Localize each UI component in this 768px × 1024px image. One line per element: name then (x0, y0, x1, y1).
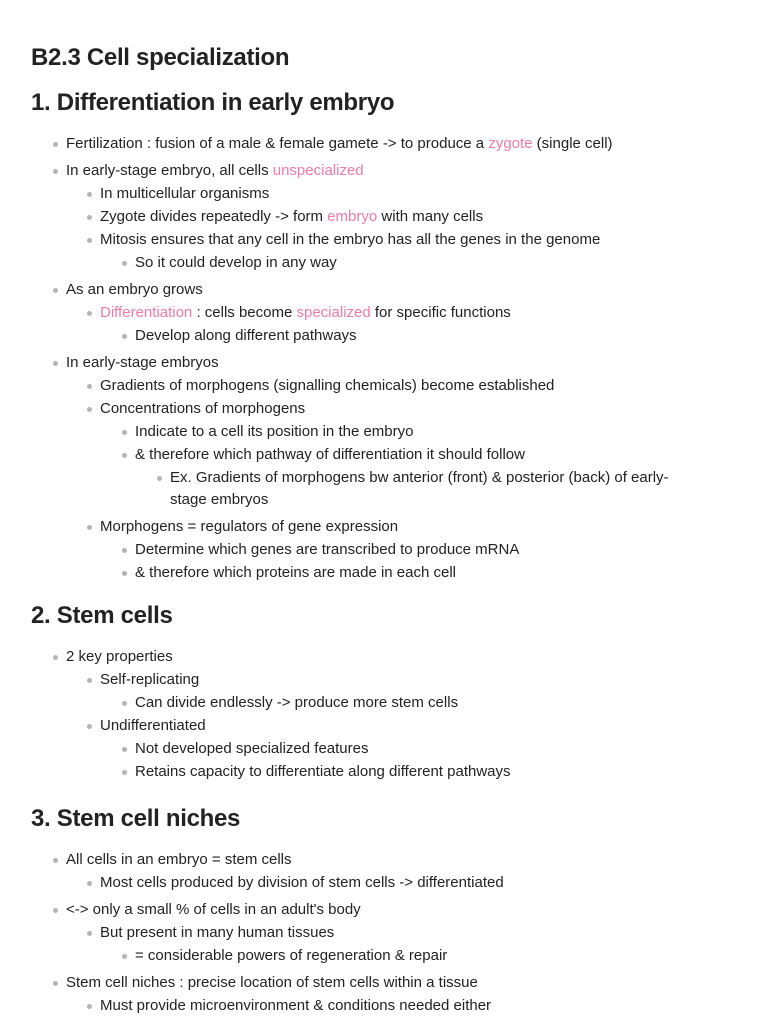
list-item (170, 468, 669, 488)
list-item (135, 946, 447, 966)
list-item (66, 900, 361, 920)
section-heading-stem-cell-niches: 3. Stem cell niches (31, 805, 241, 832)
list-item (135, 739, 368, 759)
item-text: Not developed specialized features (135, 740, 369, 757)
list-item (135, 762, 511, 782)
bullet-icon (53, 981, 58, 986)
list-item (66, 353, 219, 373)
bullet-icon (53, 169, 58, 174)
list-item (100, 996, 491, 1016)
item-text: Determine which genes are transcribed to produce mRNA (135, 541, 520, 558)
list-item (66, 134, 613, 154)
list-item (135, 326, 357, 346)
list-item (100, 923, 334, 943)
list-item (100, 303, 511, 323)
bullet-icon (122, 747, 127, 752)
list-item-continuation (170, 490, 268, 510)
item-text: Undifferentiated (100, 717, 206, 734)
bullet-icon (87, 1004, 92, 1009)
highlighted-term: specialized (296, 304, 371, 321)
bullet-icon (157, 476, 162, 481)
list-item (135, 540, 519, 560)
item-text: But present in many human tissues (100, 924, 335, 941)
item-text: = considerable powers of regeneration & repair (135, 947, 448, 964)
item-text: In multicellular organisms (100, 185, 270, 202)
bullet-icon (122, 954, 127, 959)
bullet-icon (122, 770, 127, 775)
list-item (135, 693, 458, 713)
item-text: Self-replicating (100, 671, 200, 688)
list-item (100, 873, 504, 893)
item-text: Fertilization : fusion of a male & female gamete -> to produce a (66, 135, 489, 152)
list-item (135, 253, 337, 273)
item-text: Must provide microenvironment & conditions needed either (100, 997, 492, 1014)
bullet-icon (53, 288, 58, 293)
bullet-icon (53, 655, 58, 660)
bullet-icon (87, 238, 92, 243)
item-text: Mitosis ensures that any cell in the embryo has all the genes in the genome (100, 231, 601, 248)
item-text: Ex. Gradients of morphogens bw anterior (front) & posterior (back) of early- (170, 469, 669, 486)
item-text: So it could develop in any way (135, 254, 337, 271)
bullet-icon (53, 142, 58, 147)
item-text: In early-stage embryos (66, 354, 219, 371)
list-item (100, 517, 398, 537)
list-item (135, 563, 456, 583)
bullet-icon (87, 525, 92, 530)
highlighted-term: Differentiation (100, 304, 193, 321)
item-text: 2 key properties (66, 648, 173, 665)
list-item (100, 230, 600, 250)
bullet-icon (122, 261, 127, 266)
item-text: <-> only a small % of cells in an adult's body (66, 901, 361, 918)
bullet-icon (53, 908, 58, 913)
bullet-icon (122, 548, 127, 553)
item-text: Morphogens = regulators of gene expression (100, 518, 399, 535)
item-text: : cells become (192, 304, 297, 321)
bullet-icon (122, 430, 127, 435)
list-item (100, 184, 269, 204)
bullet-icon (87, 931, 92, 936)
bullet-icon (122, 453, 127, 458)
bullet-icon (87, 192, 92, 197)
bullet-icon (122, 334, 127, 339)
bullet-icon (87, 311, 92, 316)
item-text: All cells in an embryo = stem cells (66, 851, 292, 868)
highlighted-term: embryo (327, 208, 378, 225)
item-text: Develop along different pathways (135, 327, 357, 344)
item-text: In early-stage embryo, all cells (66, 162, 273, 179)
list-item (66, 161, 364, 181)
item-text: Concentrations of morphogens (100, 400, 306, 417)
item-text: Indicate to a cell its position in the embryo (135, 423, 414, 440)
bullet-icon (87, 215, 92, 220)
item-text: Most cells produced by division of stem cells -> differentiated (100, 874, 504, 891)
item-text: As an embryo grows (66, 281, 203, 298)
list-item (135, 422, 413, 442)
item-text: Retains capacity to differentiate along different pathways (135, 763, 511, 780)
item-text: Gradients of morphogens (signalling chemicals) become established (100, 377, 555, 394)
item-text: & therefore which pathway of differentiation it should follow (135, 446, 525, 463)
list-item (66, 850, 292, 870)
bullet-icon (87, 724, 92, 729)
list-item (100, 716, 206, 736)
bullet-icon (122, 571, 127, 576)
item-text: (single cell) (532, 135, 613, 152)
bullet-icon (53, 858, 58, 863)
item-text: Can divide endlessly -> produce more stem cells (135, 694, 459, 711)
list-item (100, 207, 483, 227)
list-item (100, 670, 199, 690)
item-text: for specific functions (370, 304, 511, 321)
item-text: with many cells (377, 208, 484, 225)
bullet-icon (87, 678, 92, 683)
list-item (135, 445, 525, 465)
bullet-icon (87, 407, 92, 412)
list-item (66, 973, 478, 993)
item-text: Stem cell niches : precise location of stem cells within a tissue (66, 974, 478, 991)
page-title: B2.3 Cell specialization (31, 44, 290, 71)
bullet-icon (122, 701, 127, 706)
highlighted-term: unspecialized (272, 162, 364, 179)
item-text: & therefore which proteins are made in each cell (135, 564, 457, 581)
list-item (66, 647, 173, 667)
list-item (100, 399, 305, 419)
bullet-icon (53, 361, 58, 366)
section-heading-stem-cells: 2. Stem cells (31, 602, 173, 629)
section-heading-differentiation: 1. Differentiation in early embryo (31, 89, 395, 116)
bullet-icon (87, 384, 92, 389)
list-item (66, 280, 203, 300)
highlighted-term: zygote (488, 135, 533, 152)
item-text: stage embryos (170, 491, 269, 508)
list-item (100, 376, 554, 396)
bullet-icon (87, 881, 92, 886)
item-text: Zygote divides repeatedly -> form (100, 208, 328, 225)
